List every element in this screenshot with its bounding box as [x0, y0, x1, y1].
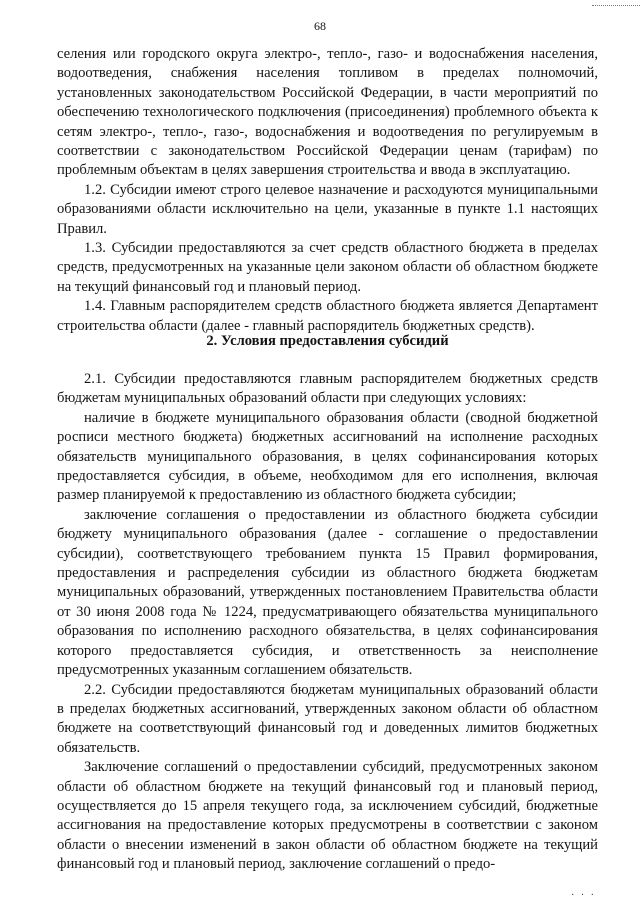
paragraph-2-1: 2.1. Субсидии предоставляются главным распорядителем бюджетных средств бюджетам муниципальных образований области при следующих условиях: — [57, 371, 598, 407]
paragraph-continuation: селения или городского округа электро-, тепло-, газо- и водоснабжения населения, водоотведения, снабжения населения топливом в пределах полномочий, установленных законодательством Российской Федерации, в части мероприятий по обеспечению технологического подключения (присоединения) проблемного объекта к сетям электро-, тепло-, газо-, водоснабжения и водоотведения по регулируемым в соответствии с законодательством Российской Федерации ценам (тарифам) по проблемным объектам в целях завершения строительства и ввода в эксплуатацию. — [57, 46, 598, 179]
paragraph-1-3: 1.3. Субсидии предоставляются за счет средств областного бюджета в пределах средств, предусмотренных на указанные цели законом области об областном бюджете на текущий финансовый год и плановый период. — [57, 240, 598, 295]
paragraph-agreements-deadline: Заключение соглашений о предоставлении субсидий, предусмотренных законом области об областном бюджете на текущий финансовый год и плановый период, осуществляется до 15 апреля текущего года, за исключением субсидий, бюджетные ассигнования на предоставление которых предусмотрены в соответствии с законом области о внесении изменений в закон области об областном бюджете на текущий финансовый год и плановый период, заключение соглашений о предо- — [57, 759, 598, 873]
page-number: 68 — [314, 19, 326, 33]
paragraph-condition-agreement: заключение соглашения о предоставлении из областного бюджета субсидии бюджету муниципального образования (далее - соглашение о предоставлении субсидии), соответствующего требованием пункта 15 Правил формирования, предоставления и распределения субсидии из областного бюджета бюджетам муниципальных образований, утвержденных постановлением Правительства области от 30 июня 2008 года № 1224, предусматривающего обязательства муниципального образования по исполнению расходного обязательства, в целях софинансирования которого предоставляется субсидия, и ответственность за неисполнение предусмотренных указанным соглашением обязательств. — [57, 506, 598, 679]
paragraph-condition-budget: наличие в бюджете муниципального образования области (сводной бюджетной росписи местного бюджета) бюджетных ассигнований на исполнение расходных обязательств муниципального образования, в целях софинансирования которых предоставляется субсидия, в объеме, необходимом для его исполнения, включая размер планируемой к предоставлению из областного бюджета субсидии; — [57, 409, 598, 504]
section-2-text — [57, 370, 598, 875]
section-1-text — [57, 45, 598, 336]
paragraph-1-2: 1.2. Субсидии имеют строго целевое назначение и расходуются муниципальными образованиями области исключительно на цели, указанные в пункте 1.1 настоящих Правил. — [57, 181, 598, 237]
section-2-heading: 2. Условия предоставления субсидий — [206, 333, 449, 349]
paragraph-2-2: 2.2. Субсидии предоставляются бюджетам муниципальных образований области в пределах бюджетных ассигнований, утвержденных законом области об областном бюджете на соответствующий финансовый год и доведенных лимитов бюджетных обязательств. — [57, 681, 598, 756]
scan-footer-mark: · · · — [571, 890, 596, 901]
scan-corner-mark — [592, 0, 640, 6]
paragraph-1-4: 1.4. Главным распорядителем средств областного бюджета является Департамент строительства области (далее - главный распорядитель бюджетных средств). — [57, 298, 598, 334]
